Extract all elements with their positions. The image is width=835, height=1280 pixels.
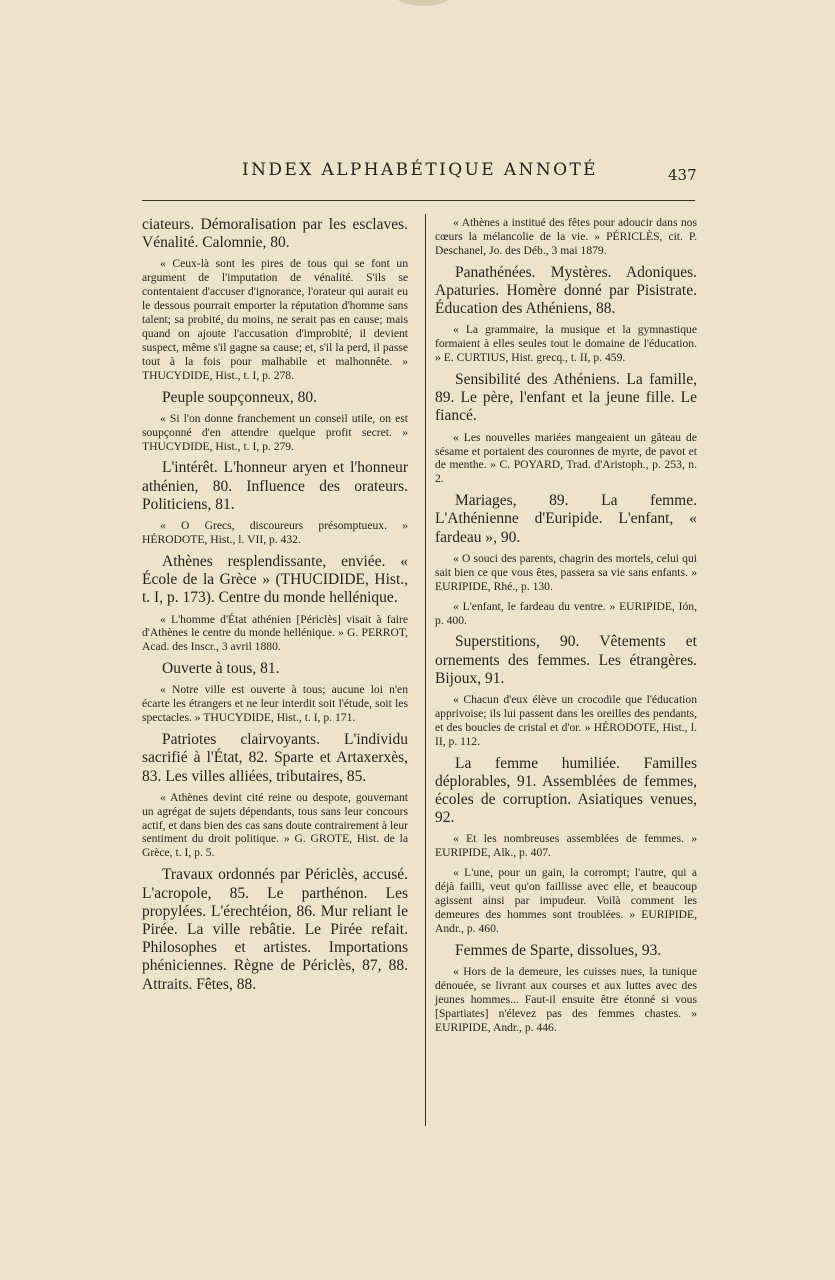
index-entry: Peuple soupçonneux, 80. bbox=[162, 388, 317, 406]
paper-blemish bbox=[395, 0, 451, 6]
citation: « O souci des parents, chagrin des mortels, celui qui sait bien ce que vous êtes, passera sa vie sans enfants. » EURIPIDE, Rhé., p. 130. bbox=[435, 551, 697, 593]
citation: « Ceux-là sont les pires de tous qui se font un argument de l'imputation de vénalité. S'ils se contentaient d'accuser d'ignorance, l'orateur qui aurait eu le dessous pourrait emporter la réputation d'homme sans talent; sa probité, du moins, ne serait pas en cause; mais quand on ajoute l'accusation d'improbité, il devient suspect, même s'il gagne sa cause; et, s'il la perd, il passe tout à la fois pour malhabile et malhonnête. » THUCYDIDE, Hist., t. I, p. 278. bbox=[142, 257, 408, 382]
index-entry: Travaux ordonnés par Périclès, accusé. L'acropole, 85. Le parthénon. Les propylées. L'érechtéion, 86. Mur reliant le Pirée. La ville rebâtie. Le Pirée refait. Philosophes et artistes. Importations phéniciennes. Règne de Périclès, 87, 88. Attraits. Fêtes, 88. bbox=[142, 866, 408, 993]
citation: « Hors de la demeure, les cuisses nues, la tunique dénouée, se livrant aux courses et aux luttes avec des jeunes hommes... Faut-il ensuite être étonné si vous [Spartiates] n'élevez pas des femmes chastes. » EURIPIDE, Andr., p. 446. bbox=[435, 965, 697, 1034]
header-rule bbox=[142, 200, 695, 201]
citation: « O Grecs, discoureurs présomptueux. » HÉRODOTE, Hist., l. VII, p. 432. bbox=[142, 519, 408, 546]
index-entry: ciateurs. Démoralisation par les esclaves. Vénalité. Calomnie, 80. bbox=[142, 216, 408, 252]
citation: « L'enfant, le fardeau du ventre. » EURIPIDE, Ión, p. 400. bbox=[435, 599, 697, 627]
index-entry: Patriotes clairvoyants. L'individu sacrifié à l'État, 82. Sparte et Artaxerxès, 83. Les villes alliées, tributaires, 85. bbox=[142, 731, 408, 785]
running-header: INDEX ALPHABÉTIQUE ANNOTÉ bbox=[242, 160, 598, 180]
index-entry: Femmes de Sparte, dissolues, 93. bbox=[455, 941, 662, 959]
index-entry: L'intérêt. L'honneur aryen et l'honneur athénien, 80. Influence des orateurs. Politiciens, 81. bbox=[142, 459, 408, 513]
index-entry: Sensibilité des Athéniens. La famille, 89. Le père, l'enfant et la jeune fille. Le fiancé. bbox=[435, 371, 697, 425]
citation: « Athènes a institué des fêtes pour adoucir dans nos cœurs la mélancolie de la vie. » PÉRICLÈS, cit. P. Deschanel, Jo. des Déb., 3 mai 1879. bbox=[435, 216, 697, 257]
citation: « Et les nombreuses assemblées de femmes. » EURIPIDE, Alk., p. 407. bbox=[435, 832, 697, 860]
right-column bbox=[435, 216, 697, 1041]
citation: « Chacun d'eux élève un crocodile que l'éducation apprivoise; ils lui passent dans les oreilles des pendants, et des boucles de cristal et d'or. » HÉRODOTE, Hist., l. II, p. 112. bbox=[435, 693, 697, 748]
page-number: 437 bbox=[668, 166, 697, 184]
citation: « Si l'on donne franchement un conseil utile, on est soupçonné d'en attendre quelque profit secret. » THUCYDIDE, Hist., t. I, p. 279. bbox=[142, 411, 408, 453]
index-entry: Ouverte à tous, 81. bbox=[162, 660, 280, 678]
index-entry: Superstitions, 90. Vêtements et ornements des femmes. Les étrangères. Bijoux, 91. bbox=[435, 633, 697, 687]
index-entry: Athènes resplendissante, enviée. « École de la Grèce » (THUCIDIDE, Hist., t. I, p. 173). Centre du monde hellénique. bbox=[142, 552, 408, 607]
citation: « L'homme d'État athénien [Périclès] visait à faire d'Athènes le centre du monde hellénique. » G. PERROT, Acad. des Inscr., 3 avril 1880. bbox=[142, 612, 408, 654]
left-column bbox=[142, 216, 408, 999]
column-divider bbox=[425, 214, 426, 1126]
citation: « Les nouvelles mariées mangeaient un gâteau de sésame et portaient des couronnes de myrte, de pavot et de menthe. » C. POYARD, Trad. d'Aristoph., p. 253, n. 2. bbox=[435, 430, 697, 486]
index-entry: Panathénées. Mystères. Adoniques. Apaturies. Homère donné par Pisistrate. Éducation des Athéniens, 88. bbox=[435, 263, 697, 318]
citation: « Notre ville est ouverte à tous; aucune loi n'en écarte les étrangers et ne leur interdit soit l'étude, soit les spectacles. » THUCYDIDE, Hist., t. I, p. 171. bbox=[142, 683, 408, 725]
index-entry: La femme humiliée. Familles déplorables, 91. Assemblées de femmes, écoles de corruption. Asiatiques venues, 92. bbox=[435, 754, 697, 827]
citation: « La grammaire, la musique et la gymnastique formaient à elles seules tout le domaine de l'éducation. » E. CURTIUS, Hist. grecq., t. II, p. 459. bbox=[435, 323, 697, 365]
citation: « L'une, pour un gain, la corrompt; l'autre, qui a déjà failli, veut qu'on faillisse avec elle, et beaucoup agissent ainsi par impudeur. Voilà comment les demeures des hommes sont troublées. » EURIPIDE, Andr., p. 460. bbox=[435, 866, 697, 935]
citation: « Athènes devint cité reine ou despote, gouvernant un agrégat de sujets dépendants, tous sans leur concours actif, et dans bien des cas sans doute contrairement à leur sentiment du droit politique. » G. GROTE, Hist. de la Grèce, t. I, p. 5. bbox=[142, 790, 408, 860]
index-entry: Mariages, 89. La femme. L'Athénienne d'Euripide. L'enfant, « fardeau », 90. bbox=[435, 492, 697, 546]
